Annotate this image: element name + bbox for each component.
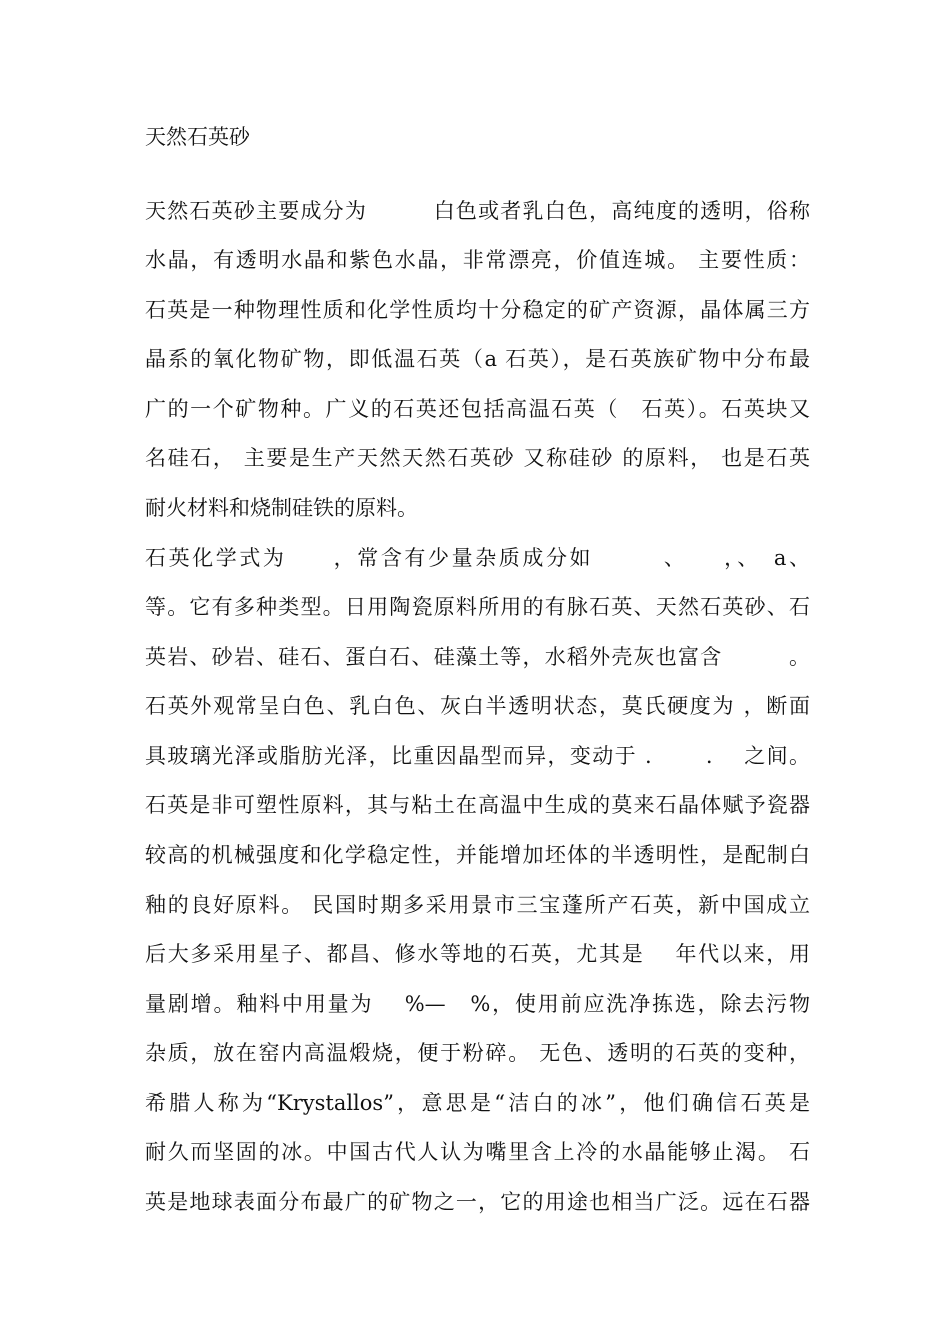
paragraph-line: 天然石英砂主要成分为 白色或者乳白色，高纯度的透明，俗称 [145, 199, 810, 223]
paragraph-line: 釉的良好原料。 民国时期多采用景市三宝蓬所产石英，新中国成立 [145, 893, 810, 917]
paragraph-line: 石英是非可塑性原料，其与粘土在高温中生成的莫来石晶体赋予瓷器 [145, 793, 810, 817]
paragraph-line: 英岩、砂岩、硅石、蛋白石、硅藻土等，水稻外壳灰也富含 。 [145, 645, 810, 669]
paragraph-line: 水晶，有透明水晶和紫色水晶，非常漂亮，价值连城。 主要性质： [145, 248, 810, 272]
paragraph-line: 较高的机械强度和化学稳定性，并能增加坯体的半透明性，是配制白 [145, 843, 810, 867]
document-title: 天然石英砂 [145, 125, 250, 149]
paragraph-line: 石英是一种物理性质和化学性质均十分稳定的矿产资源，晶体属三方 [145, 298, 810, 322]
paragraph-line: 广的一个矿物种。广义的石英还包括高温石英（ 石英）。石英块又 [145, 397, 810, 421]
paragraph-line: 量剧增。釉料中用量为 %— %，使用前应洗净拣选，除去污物 [145, 992, 810, 1016]
paragraph-line: 希腊人称为“Krystallos”，意思是“洁白的冰”，他们确信石英是 [145, 1091, 810, 1115]
paragraph-line: 英是地球表面分布最广的矿物之一，它的用途也相当广泛。远在石器 [145, 1190, 810, 1214]
paragraph-line: 等。它有多种类型。日用陶瓷原料所用的有脉石英、天然石英砂、石 [145, 595, 810, 619]
paragraph-line: 后大多采用星子、都昌、修水等地的石英，尤其是 年代以来，用 [145, 942, 810, 966]
paragraph-line: 晶系的氧化物矿物，即低温石英（a 石英），是石英族矿物中分布最 [145, 347, 810, 371]
paragraph-line: 石英化学式为 ，常含有少量杂质成分如 、 ，、 a、 [145, 546, 810, 570]
paragraph-line: 具玻璃光泽或脂肪光泽，比重因晶型而异，变动于 . . 之间。 [145, 744, 810, 768]
paragraph-line: 石英外观常呈白色、乳白色、灰白半透明状态，莫氏硬度为 ，断面 [145, 694, 810, 718]
paragraph-line: 名硅石， 主要是生产天然天然石英砂 又称硅砂 的原料， 也是石英 [145, 446, 810, 470]
paragraph-line: 耐久而坚固的冰。中国古代人认为嘴里含上冷的水晶能够止渴。 石 [145, 1140, 810, 1164]
paragraph-line: 杂质，放在窑内高温煅烧，便于粉碎。 无色、透明的石英的变种， [145, 1041, 810, 1065]
paragraph-line: 耐火材料和烧制硅铁的原料。 [145, 496, 418, 520]
